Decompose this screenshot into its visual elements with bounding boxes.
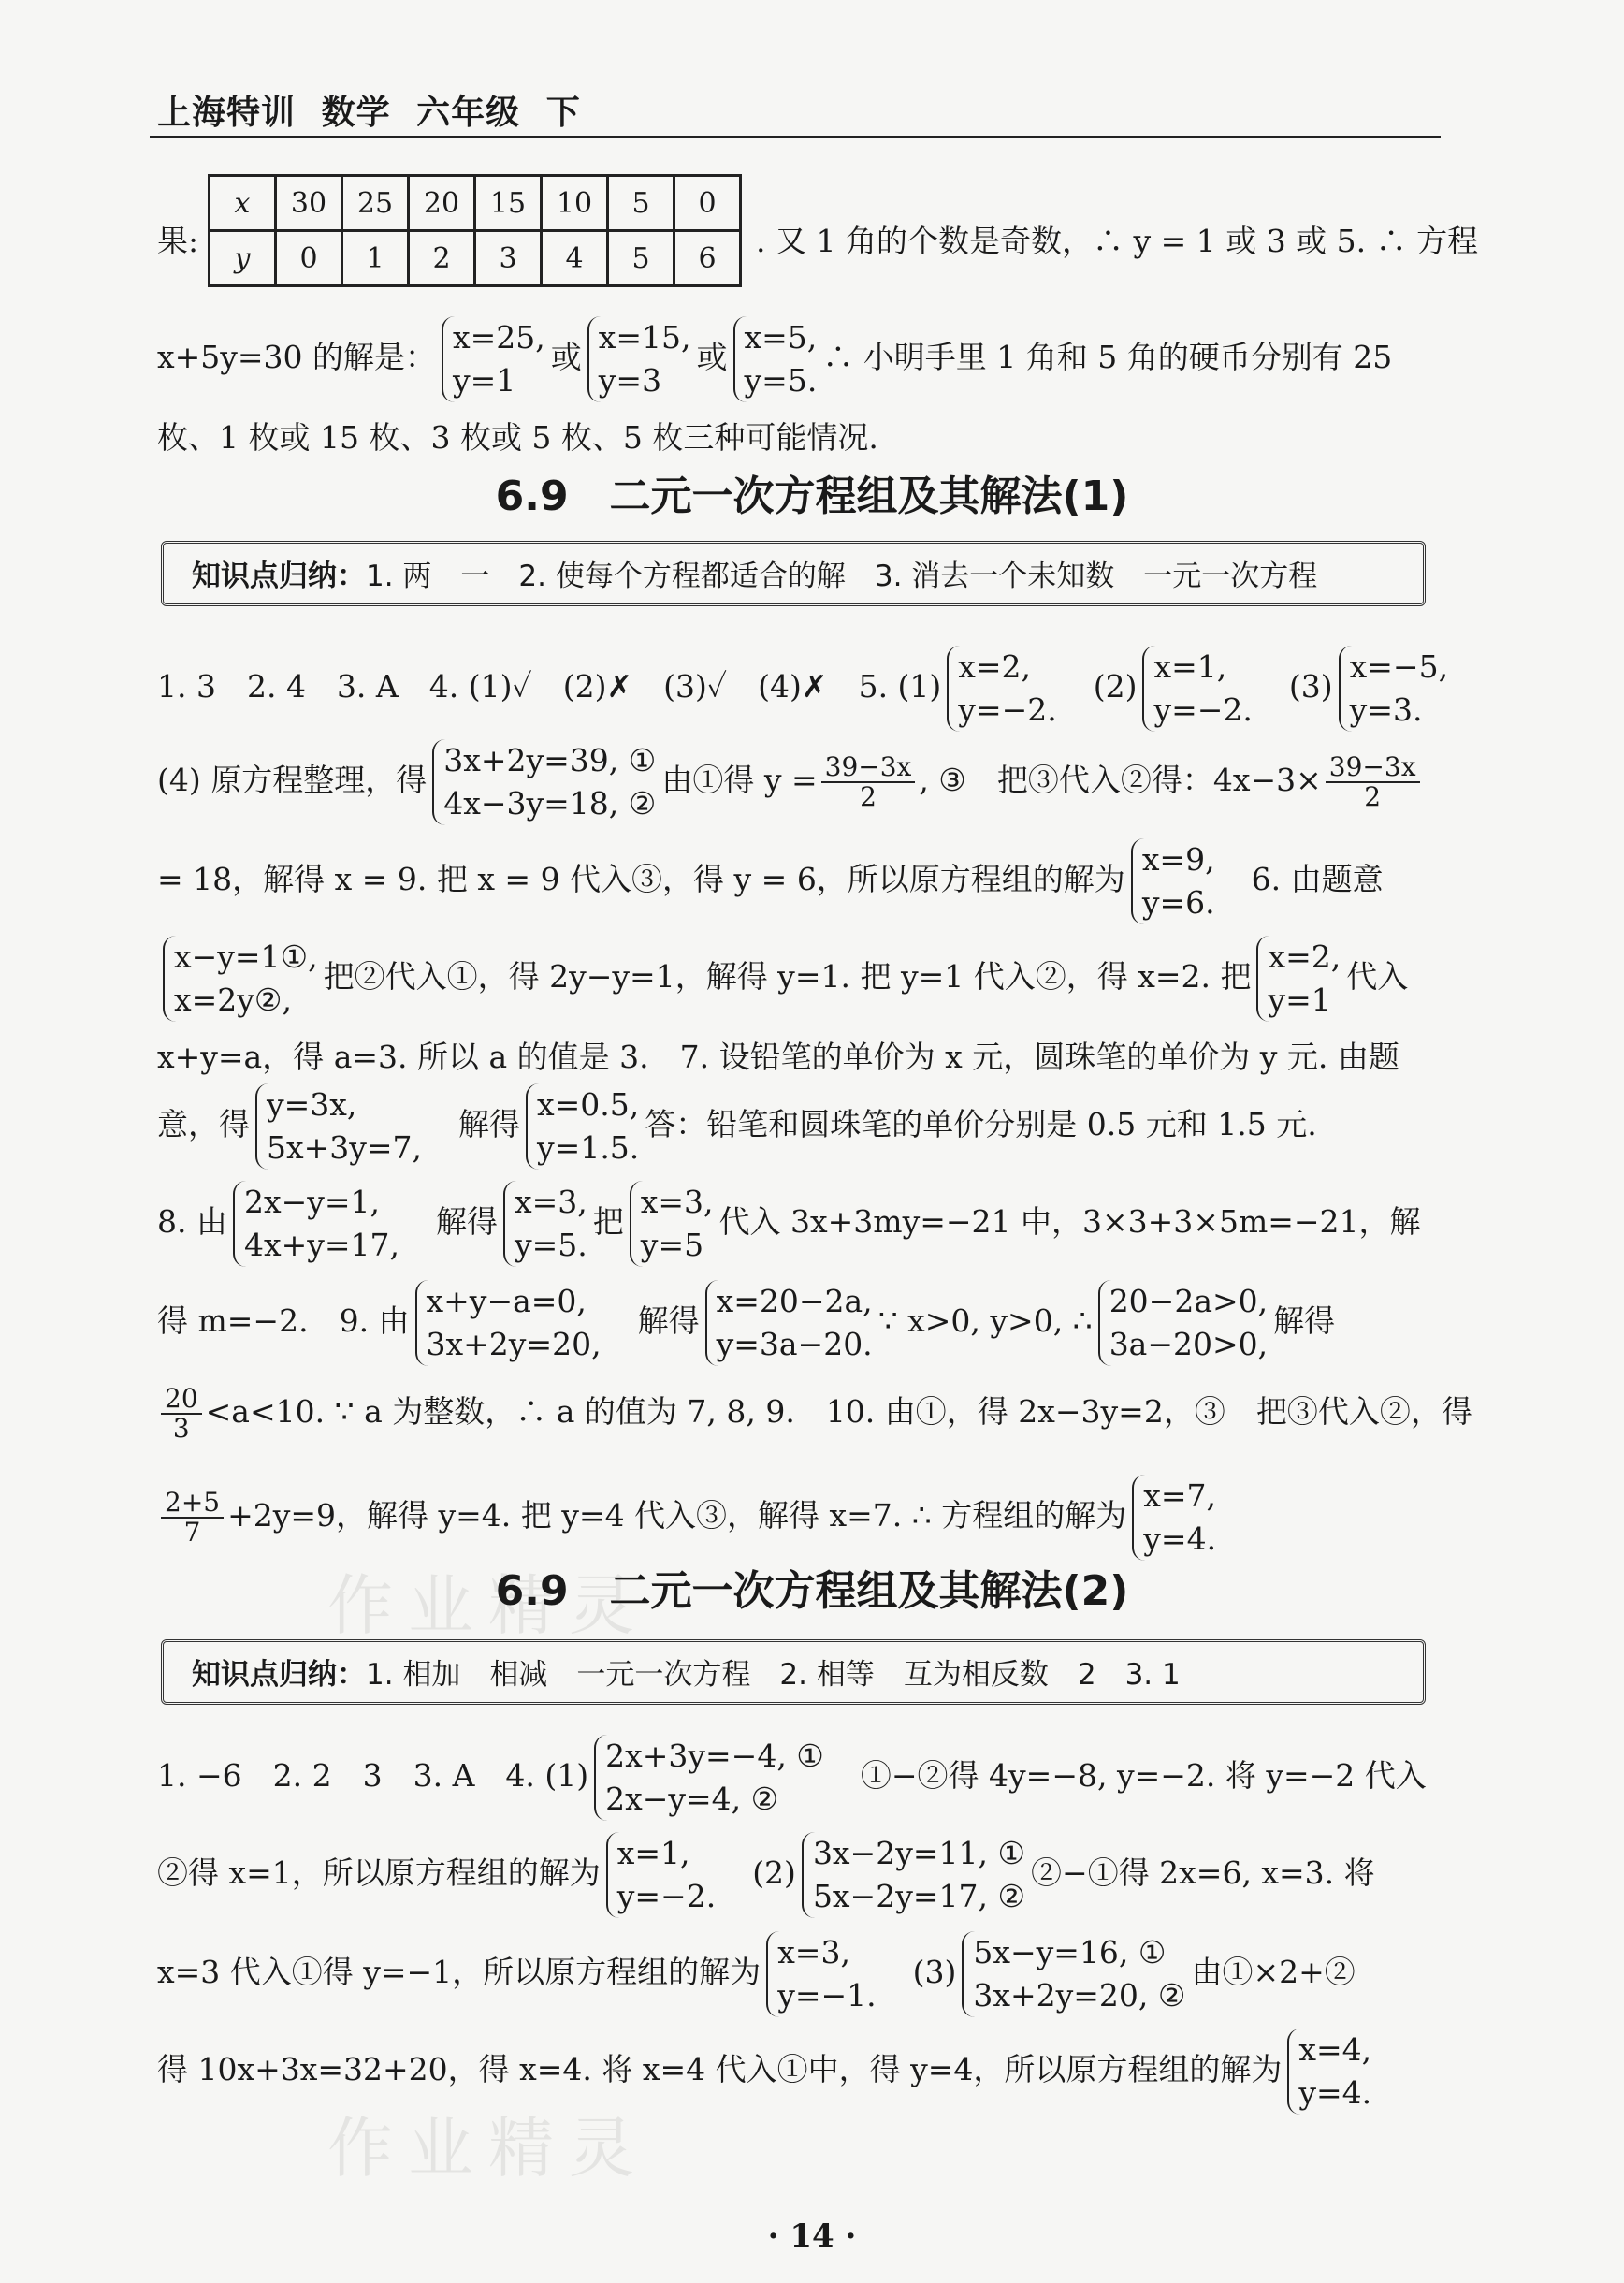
table-cell: 25: [342, 176, 409, 231]
answer-line: $\frac{2+5}{7}$ +2y=9，解得 y=4. 把 y=4 代入③，解得 x=7. ∴ 方程组的解为 x=7, y=4.: [157, 1475, 1222, 1561]
table-cell: 0: [674, 176, 741, 231]
equation-system: x=9, y=6.: [1131, 838, 1215, 924]
equation-system: x=1, y=−2.: [1142, 646, 1252, 732]
equation-system: y=3x, 5x+3y=7,: [255, 1083, 422, 1170]
equation-system: 2x+3y=−4, ① 2x−y=4, ②: [594, 1735, 824, 1821]
table-cell: y: [210, 231, 276, 286]
fraction: $\frac{39-3x}{2}$: [1326, 753, 1420, 811]
table-label: 果:: [157, 223, 199, 259]
equation-system: x=3, y=5: [630, 1181, 714, 1267]
grade: 六年级: [416, 94, 521, 132]
answer-line: $\frac{20}{3}$ <a<10. ∵ a 为整数，∴ a 的值为 7, 8, 9. 10. 由①，得 2x−3y=2，③ 把③代入②，得: [157, 1385, 1472, 1443]
header-rule: [150, 136, 1441, 138]
equation-system: 3x−2y=11, ① 5x−2y=17, ②: [802, 1832, 1025, 1918]
equation-system: x=3, y=−1.: [766, 1931, 876, 2017]
answer-line: 1. 3 2. 4 3. A 4. (1)✓ (2)✗ (3)✓ (4)✗ 5. (1) x=2, y=−2. (2) x=1, y=−2. (3) x=−5, y=3.: [157, 646, 1454, 732]
answer-line: x−y=1①, x=2y②, 把②代入①，得 2y−y=1，解得 y=1. 把 y=1 代入②，得 x=2. 把 x=2, y=1 代入: [157, 936, 1408, 1022]
answer-line: 意，得 y=3x, 5x+3y=7, 解得 x=0.5, y=1.5. 答：铅笔和圆珠笔的单价分别是 0.5 元和 1.5 元.: [157, 1083, 1317, 1170]
intro-line: 枚、1 枚或 15 枚、3 枚或 5 枚、5 枚三种可能情况.: [157, 419, 878, 456]
knowledge-label: 知识点归纳：: [192, 1658, 366, 1692]
xy-table: [208, 174, 742, 287]
table-cell: 10: [542, 176, 608, 231]
answer-line: = 18，解得 x = 9. 把 x = 9 代入③，得 y = 6，所以原方程组的解为 x=9, y=6. 6. 由题意: [157, 838, 1384, 924]
equation-system: 3x+2y=39, ① 4x−3y=18, ②: [432, 739, 656, 825]
subject: 数学: [321, 94, 391, 132]
equation-system: x=2, y=1: [1256, 936, 1341, 1022]
answer-line: ②得 x=1，所以原方程组的解为 x=1, y=−2. (2) 3x−2y=11, ① 5x−2y=17, ② ②−①得 2x=6, x=3. 将: [157, 1832, 1375, 1918]
table-cell: 1: [342, 231, 409, 286]
equation-system: x=0.5, y=1.5.: [526, 1083, 639, 1170]
knowledge-box: [161, 541, 1426, 606]
equation-system: x+y−a=0, 3x+2y=20,: [415, 1280, 602, 1366]
equation-system: 2x−y=1, 4x+y=17,: [233, 1181, 399, 1267]
equation-system: x=15, y=3: [587, 316, 691, 402]
table-tail: . 又 1 角的个数是奇数，∴ y = 1 或 3 或 5. ∴ 方程: [756, 223, 1479, 259]
fraction: $\frac{39-3x}{2}$: [821, 753, 916, 811]
equation-system: x=5, y=5.: [733, 316, 818, 402]
equation-system: 5x−y=16, ① 3x+2y=20, ②: [962, 1931, 1185, 2017]
table-cell: 4: [542, 231, 608, 286]
answer-line: 得 10x+3x=32+20，得 x=4. 将 x=4 代入①中，得 y=4，所以原方程组的解为 x=4, y=4.: [157, 2029, 1377, 2115]
section-title: 6.9 二元一次方程组及其解法(2): [495, 1567, 1129, 1615]
intro-line: [157, 316, 1392, 402]
table-row: [210, 176, 741, 231]
knowledge-box: [161, 1639, 1426, 1705]
watermark: 作业精灵: [327, 1567, 649, 1644]
book-title: 上海特训: [157, 94, 297, 132]
table-cell: 30: [276, 176, 342, 231]
text: 或: [696, 339, 728, 375]
table-cell: 5: [608, 231, 674, 286]
watermark: 作业精灵: [327, 2110, 649, 2187]
table-cell: 2: [409, 231, 475, 286]
knowledge-text: 1. 两 一 2. 使每个方程都适合的解 3. 消去一个未知数 一元一次方程: [366, 560, 1318, 593]
equation-system: x=20−2a, y=3a−20.: [705, 1280, 873, 1366]
volume: 下: [545, 94, 581, 132]
answer-line: 8. 由 2x−y=1, 4x+y=17, 解得 x=3, y=5. 把 x=3, y=5 代入 3x+3my=−21 中，3×3+3×5m=−21，解: [157, 1181, 1421, 1267]
text: 或: [550, 339, 582, 375]
running-header: [157, 86, 594, 134]
answer-line: 1. −6 2. 2 3 3. A 4. (1) 2x+3y=−4, ① 2x−y=4, ② ①−②得 4y=−8, y=−2. 将 y=−2 代入: [157, 1735, 1427, 1821]
fraction: $\frac{20}{3}$: [161, 1385, 202, 1443]
equation-system: x=3, y=5.: [503, 1181, 587, 1267]
section-title: 6.9 二元一次方程组及其解法(1): [495, 473, 1129, 520]
text: x+5y=30 的解是：: [157, 339, 437, 375]
knowledge-text: 1. 相加 相减 一元一次方程 2. 相等 互为相反数 2 3. 1: [366, 1658, 1181, 1692]
answer-line: (4) 原方程整理，得 3x+2y=39, ① 4x−3y=18, ② 由①得 y = $\frac{39-3x}{2}$ , ③ 把③代入②得：4x−3× $\frac{39-3x}{2}$: [157, 739, 1424, 825]
equation-system: x=1, y=−2.: [606, 1832, 716, 1918]
answer-line: x=3 代入①得 y=−1，所以原方程组的解为 x=3, y=−1. (3) 5x−y=16, ① 3x+2y=20, ② 由①×2+②: [157, 1931, 1356, 2017]
table-cell: x: [210, 176, 276, 231]
table-cell: 20: [409, 176, 475, 231]
table-cell: 5: [608, 176, 674, 231]
answer-line: x+y=a，得 a=3. 所以 a 的值是 3. 7. 设铅笔的单价为 x 元，圆珠笔的单价为 y 元. 由题: [157, 1039, 1399, 1075]
equation-system: x=4, y=4.: [1287, 2029, 1371, 2115]
equation-system: x=2, y=−2.: [947, 646, 1056, 732]
knowledge-label: 知识点归纳：: [192, 560, 366, 593]
answer-line: 得 m=−2. 9. 由 x+y−a=0, 3x+2y=20, 解得 x=20−2a, y=3a−20. ∵ x>0, y>0, ∴ 20−2a>0, 3a−20>0, 解得: [157, 1280, 1335, 1366]
equation-system: x−y=1①, x=2y②,: [163, 936, 318, 1022]
equation-system: x=−5, y=3.: [1339, 646, 1448, 732]
equation-system: x=7, y=4.: [1132, 1475, 1216, 1561]
fraction: $\frac{2+5}{7}$: [161, 1489, 224, 1547]
table-cell: 0: [276, 231, 342, 286]
page-number: · 14 ·: [767, 2218, 857, 2255]
equation-system: 20−2a>0, 3a−20>0,: [1098, 1280, 1268, 1366]
table-cell: 15: [475, 176, 542, 231]
equation-system: x=25, y=1: [442, 316, 545, 402]
table-row: [210, 231, 741, 286]
table-cell: 3: [475, 231, 542, 286]
text: ∴ 小明手里 1 角和 5 角的硬币分别有 25: [822, 339, 1393, 375]
table-cell: 6: [674, 231, 741, 286]
